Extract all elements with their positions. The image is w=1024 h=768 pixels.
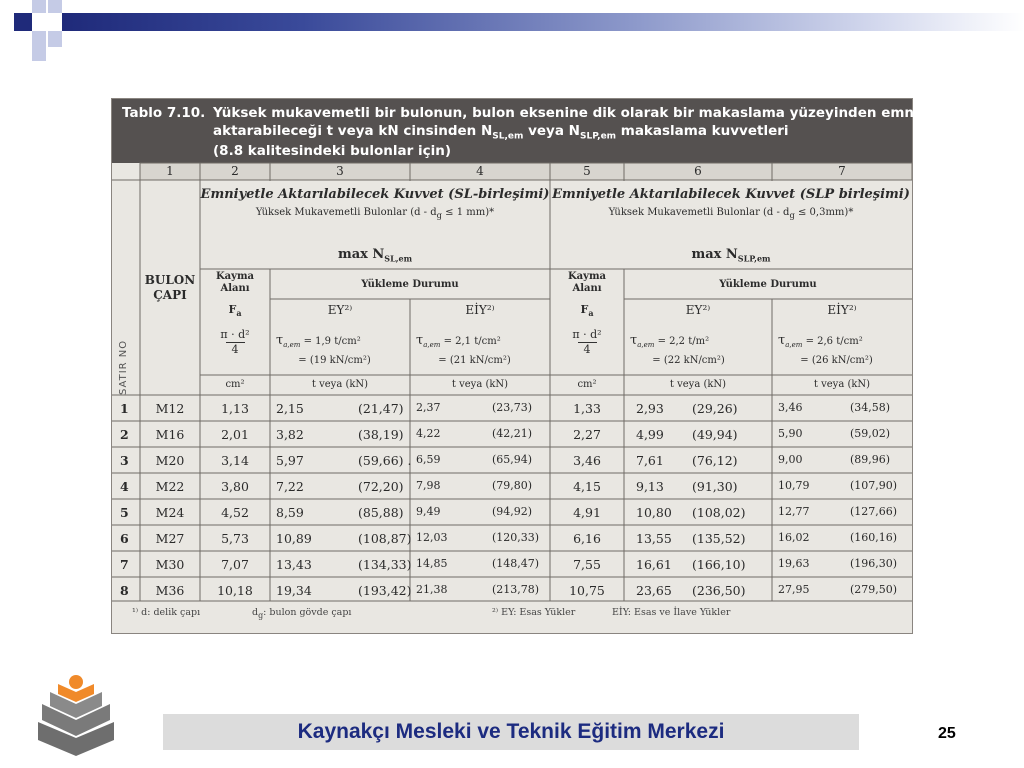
table-cell-bulon: M16 [155,427,185,442]
table-cell-ey2-kn: (236,50) [692,583,746,598]
table-cell-eiy-t: 6,59 [416,453,441,466]
fa-label: $F_a$ [228,303,242,319]
table-cell-ey2-kn: (108,02) [692,505,746,520]
table-cell-ey-kn: (21,47) [358,401,404,416]
decoration-square [32,31,46,47]
caption-line-1: Yüksek mukavemetli bir bulonun, bulon eksenine dik olarak bir makaslama yüzeyinden emniyetle [213,105,957,121]
table-cell-a2: 7,55 [573,557,601,572]
table-cell-eiy2-t: 10,79 [778,479,810,492]
table-cell-eiy-t: 4,22 [416,427,441,440]
caption-line-3: (8.8 kalitesindeki bulonlar için) [213,143,452,159]
table-cell-bulon: M27 [155,531,185,546]
table-cell-ey2-t: 13,55 [636,531,672,546]
table-cell-no: 8 [120,583,129,598]
table-cell-ey-t: 7,22 [276,479,304,494]
table-cell-eiy-t: 21,38 [416,583,448,596]
footnote: ²⁾ EY: Esas Yükler [492,607,576,618]
table-cell-ey2-kn: (166,10) [692,557,746,572]
table-cell-ey-kn: (38,19) [358,427,404,442]
sl-group-title: Emniyetle Aktarılabilecek Kuvvet (SL-birleşimi) [200,187,550,202]
table-cell-a2: 6,16 [573,531,601,546]
table-cell-a2: 4,91 [573,505,601,520]
table-cell-bulon: M22 [155,479,185,494]
table-cell-eiy2-t: 5,90 [778,427,803,440]
table-image-panel [111,98,957,634]
table-cell-eiy-kn: (79,80) [492,479,533,492]
title-decoration-bar [62,13,1024,31]
unit-label: t veya (kN) [311,379,369,390]
unit-label: cm² [225,379,245,390]
table-cell-a1: 5,73 [221,531,249,546]
page-number: 25 [938,725,956,742]
table-cell-eiy2-t: 16,02 [778,531,810,544]
table-cell-eiy2-t: 27,95 [778,583,810,596]
table-cell-a2: 10,75 [569,583,605,598]
table-cell-a1: 3,80 [221,479,249,494]
table-cell-eiy2-kn: (127,66) [850,505,898,518]
column-number: 6 [694,164,702,178]
slp-eiy-stress: $\tau_{a,em} = 2,6$ t/cm² = (26 kN/cm²) [778,333,873,366]
table-cell-eiy2-kn: (59,02) [850,427,891,440]
table-cell-eiy-kn: (213,78) [492,583,540,596]
table-cell-ey-t: 19,34 [276,583,312,598]
table-cell-ey2-t: 23,65 [636,583,672,598]
table-cell-ey2-t: 7,61 [636,453,664,468]
slp-group-subtitle: Yüksek Mukavemetli Bulonlar $(d - d_g \le 0,3mm)*$ [608,207,854,220]
bulon-capi-header: BULON ÇAPI [144,273,196,302]
table-cell-ey-t: 5,97 [276,453,304,468]
table-cell-eiy2-kn: (89,96) [850,453,891,466]
table-cell-eiy-kn: (42,21) [492,427,533,440]
table-cell-no: 3 [120,453,129,468]
table-cell-bulon: M30 [155,557,185,572]
table-cell-eiy-kn: (120,33) [492,531,540,544]
satir-no-label: SATIR NO [118,339,129,395]
table-cell-bulon: M12 [155,401,185,416]
unit-label: t veya (kN) [813,379,871,390]
kayma-alani-header: Kayma Alanı [567,271,607,294]
table-cell-ey-t: 13,43 [276,557,312,572]
table-cell-ey2-kn: (91,30) [692,479,738,494]
eiy-header: EİY²⁾ [465,303,495,317]
decoration-square [32,47,46,61]
table-cell-eiy2-t: 3,46 [778,401,803,414]
table-cell-ey-kn: (108,87) [358,531,412,546]
area-formula: π · d² 4 [220,328,250,356]
column-number: 2 [231,164,239,178]
table-cell-eiy2-kn: (160,16) [850,531,898,544]
table-cell-bulon: M36 [155,583,185,598]
table-cell-ey-t: 2,15 [276,401,304,416]
table-cell-bulon: M20 [155,453,185,468]
table-cell-a2: 1,33 [573,401,601,416]
table-cell-a1: 3,14 [221,453,249,468]
eiy-header: EİY²⁾ [827,303,857,317]
decoration-square [48,0,62,13]
table-cell-eiy2-kn: (34,58) [850,401,891,414]
table-cell-eiy-t: 7,98 [416,479,441,492]
table-cell-a1: 2,01 [221,427,249,442]
footnote: $d_g$: bulon gövde çapı [252,607,352,620]
sl-max-label: $\max N_{SL,em}$ [337,247,413,264]
table-cell-ey-t: 8,59 [276,505,304,520]
table-cell-a2: 3,46 [573,453,601,468]
slp-max-label: $\max N_{SLP,em}$ [691,247,771,264]
table-cell-eiy2-t: 19,63 [778,557,810,570]
unit-label: cm² [577,379,597,390]
table-cell-ey-kn: (134,33) [358,557,412,572]
footer-bar [163,714,859,750]
table-cell-ey2-t: 10,80 [636,505,672,520]
area-formula: π · d² 4 [572,328,602,356]
table-cell-bulon: M24 [155,505,185,520]
column-number: 7 [838,164,846,178]
footnote: ¹⁾ d: delik çapı [132,607,201,618]
table-cell-ey2-kn: (76,12) [692,453,738,468]
table-cell-ey2-kn: (29,26) [692,401,738,416]
table-cell-eiy2-kn: (196,30) [850,557,898,570]
sl-ey-stress: $\tau_{a,em} = 1,9$ t/cm² = (19 kN/cm²) [276,333,371,366]
column-number: 1 [166,164,174,178]
table-label: Tablo 7.10. [122,105,206,121]
table-cell-ey-kn: (72,20) [358,479,404,494]
decoration-square [14,13,32,31]
table-cell-ey2-t: 4,99 [636,427,664,442]
table-cell-a2: 4,15 [573,479,601,494]
table-cell-eiy-kn: (65,94) [492,453,533,466]
decoration-square [32,0,46,13]
institution-logo [34,674,118,756]
table-cell-eiy-t: 2,37 [416,401,441,414]
slp-ey-stress: $\tau_{a,em} = 2,2$ t/m² = (22 kN/cm²) [630,333,725,366]
table-cell-a1: 4,52 [221,505,249,520]
table-cell-eiy-kn: (94,92) [492,505,533,518]
decoration-square [48,31,62,47]
yukleme-durumu-header: Yükleme Durumu [361,279,459,290]
table-cell-no: 5 [120,505,129,520]
table-cell-ey2-t: 16,61 [636,557,672,572]
table-cell-eiy2-kn: (107,90) [850,479,898,492]
unit-label: t veya (kN) [451,379,509,390]
ey-header: EY²⁾ [327,303,353,317]
table-cell-eiy-t: 14,85 [416,557,448,570]
unit-label: t veya (kN) [669,379,727,390]
table-cell-eiy-t: 9,49 [416,505,441,518]
table-cell-no: 2 [120,427,129,442]
column-number: 3 [336,164,344,178]
slp-group-title: Emniyetle Aktarılabilecek Kuvvet (SLP birleşimi) [552,187,910,202]
table-cell-no: 1 [120,401,129,416]
footer-title: Kaynakçı Mesleki ve Teknik Eğitim Merkezi [297,720,725,743]
table-cell-a1: 7,07 [221,557,249,572]
table-cell-no: 4 [120,479,129,494]
table-cell-ey2-kn: (49,94) [692,427,738,442]
table-cell-ey-kn: (59,66) . [358,453,412,468]
table-cell-eiy-kn: (148,47) [492,557,540,570]
table-cell-ey-t: 10,89 [276,531,312,546]
yukleme-durumu-header: Yükleme Durumu [719,279,817,290]
caption-line-2: aktarabileceği t veya kN cinsinden $N_{SL,em}$ veya $N_{SLP,em}$ makaslama kuvvetleri [213,123,789,142]
sl-group-subtitle: Yüksek Mukavemetli Bulonlar ($d - d_g \le 1$ mm)* [255,207,495,220]
table-cell-no: 6 [120,531,129,546]
column-number: 5 [583,164,591,178]
sl-eiy-stress: $\tau_{a,em} = 2,1$ t/cm² = (21 kN/cm²) [416,333,511,366]
table-cell-a1: 10,18 [217,583,253,598]
table-cell-ey-t: 3,82 [276,427,304,442]
table-cell-eiy2-kn: (279,50) [850,583,898,596]
table-cell-a1: 1,13 [221,401,249,416]
table-cell-eiy-t: 12,03 [416,531,448,544]
ey-header: EY²⁾ [685,303,711,317]
table-cell-ey-kn: (193,42) [358,583,412,598]
footnote: EİY: Esas ve İlave Yükler [612,607,731,618]
column-number: 4 [476,164,484,178]
table-cell-eiy-kn: (23,73) [492,401,533,414]
table-cell-ey2-kn: (135,52) [692,531,746,546]
fa-label: $F_a$ [580,303,594,319]
table-cell-a2: 2,27 [573,427,601,442]
table-cell-ey2-t: 9,13 [636,479,664,494]
table-cell-eiy2-t: 12,77 [778,505,810,518]
table-cell-ey2-t: 2,93 [636,401,664,416]
table-cell-no: 7 [120,557,129,572]
kayma-alani-header: Kayma Alanı [215,271,255,294]
table-cell-eiy2-t: 9,00 [778,453,803,466]
table-cell-ey-kn: (85,88) [358,505,404,520]
